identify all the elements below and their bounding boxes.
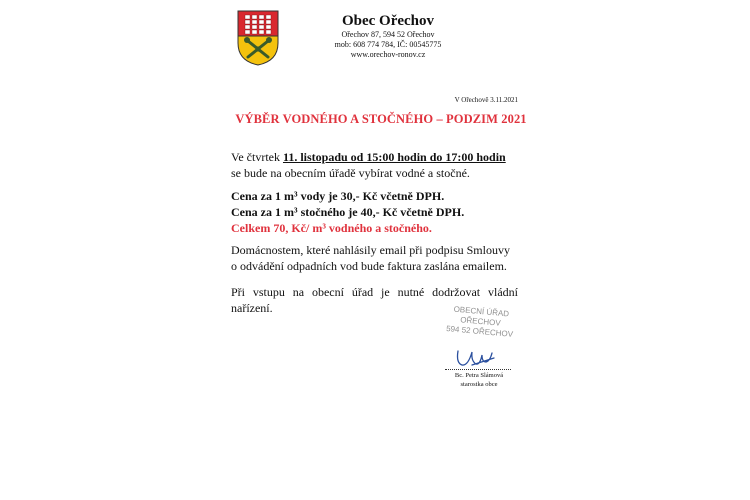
document-date: V Ořechově 3.11.2021 [454,96,518,104]
paragraph-collection-time [231,149,518,181]
paragraph-regulations: Při vstupu na obecní úřad je nutné dodržovat vládní nařízení. [231,285,518,315]
notice-heading: VÝBĚR VODNÉHO A STOČNÉHO – PODZIM 2021 [235,112,527,126]
stamp-line-3: 594 52 OŘECHOV [445,324,514,339]
stamp-line-1: OBECNÍ ÚŘAD [453,304,510,319]
paragraph-1-start: Ve čtvrtek [231,150,283,164]
sewage-price: Cena za 1 m³ stočného je 40,- Kč včetně DPH. [231,205,465,219]
signer-name: Bc. Petra Slámová [454,372,504,379]
water-price: Cena za 1 m³ vody je 30,- Kč včetně DPH. [231,189,445,203]
signer-block [446,372,512,389]
signature-line [445,369,511,370]
coat-of-arms-icon [236,9,280,67]
contact: mob: 608 774 784, IČ: 00545775 [334,40,442,49]
signature-icon [452,347,498,369]
collection-time: 11. listopadu od 15:00 hodin do 17:00 hodin [282,150,506,164]
paragraph-1-end: se bude na obecním úřadě vybírat vodné a stočné. [231,166,470,180]
stamp-line-2: OŘECHOV [459,315,502,328]
total-price: Celkem 70, Kč/ m³ vodného a stočného. [231,221,432,235]
office-stamp [436,303,523,350]
municipality-name: Obec Ořechov [341,13,435,29]
letterhead [300,12,476,60]
signer-role: starostka obce [460,380,498,388]
website: www.orechov-ronov.cz [350,50,426,59]
address: Ořechov 87, 594 52 Ořechov [341,30,435,39]
paragraph-email-invoice: Domácnostem, které nahlásily email při podpisu Smlouvy o odvádění odpadních vod bude faktura zaslána emailem. [231,243,510,273]
price-list [231,188,518,236]
